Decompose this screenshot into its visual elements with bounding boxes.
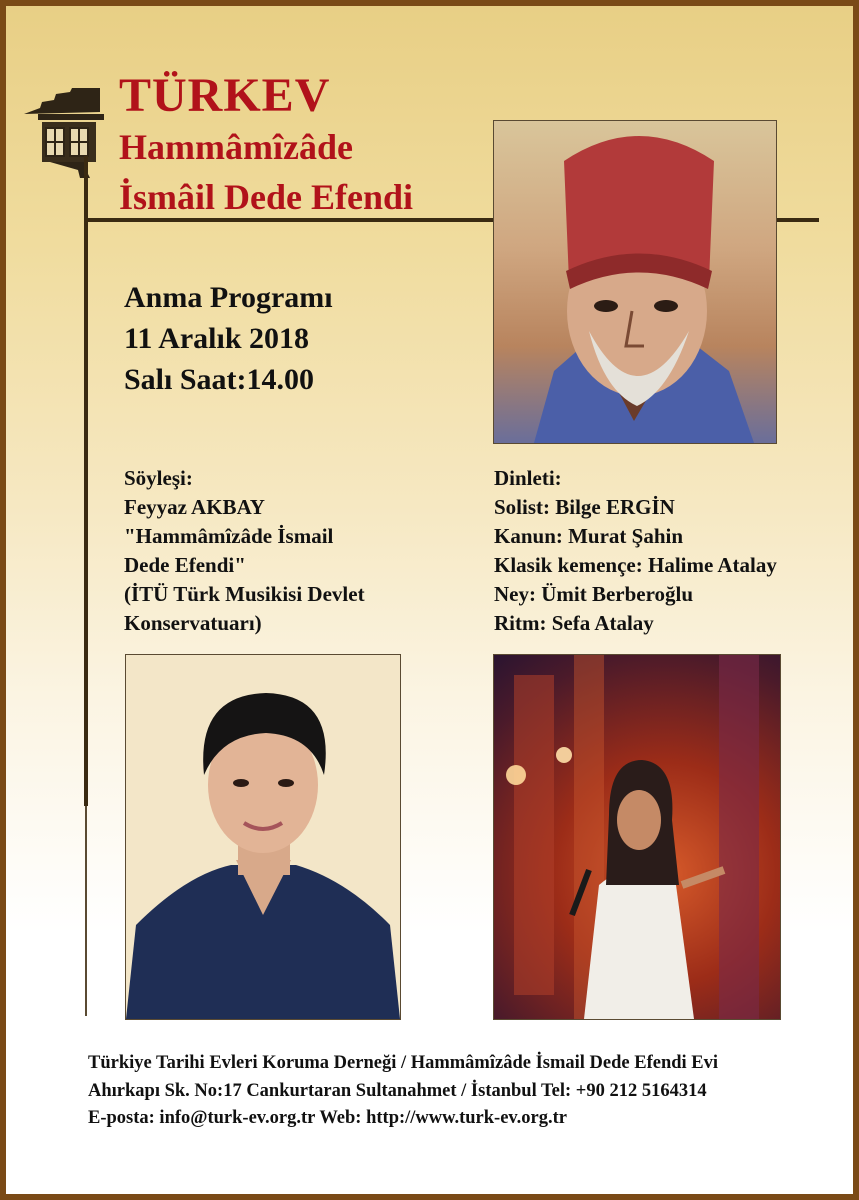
program-time: Salı Saat:14.00	[124, 363, 315, 396]
concert-section	[494, 464, 777, 638]
vertical-rule-lower	[85, 806, 87, 1016]
honoree-name-line1: Hammâmîzâde	[119, 127, 353, 167]
performer-soloist: Solist: Bilge ERGİN	[494, 495, 675, 519]
talk-heading: Söyleşi:	[124, 466, 193, 490]
program-date: 11 Aralık 2018	[124, 322, 310, 355]
talk-section	[124, 464, 365, 638]
footer-contact-line: E-posta: info@turk-ev.org.tr Web: http://www.turk-ev.org.tr	[88, 1108, 567, 1128]
talk-topic-line2: Dede Efendi"	[124, 553, 246, 577]
program-title: Anma Programı	[124, 281, 333, 314]
vertical-rule	[84, 156, 88, 806]
portrait-painting	[493, 120, 777, 444]
house-logo-icon	[20, 86, 104, 178]
concert-heading: Dinleti:	[494, 466, 562, 490]
honoree-name-line2: İsmâil Dede Efendi	[119, 177, 414, 217]
talk-speaker: Feyyaz AKBAY	[124, 495, 265, 519]
performer-ney: Ney: Ümit Berberoğlu	[494, 582, 694, 606]
soloist-photo	[493, 654, 781, 1020]
speaker-photo	[125, 654, 401, 1020]
org-title: TÜRKEV	[119, 69, 331, 122]
performer-kemence: Klasik kemençe: Halime Atalay	[494, 553, 777, 577]
talk-affiliation-line1: (İTÜ Türk Musikisi Devlet	[124, 582, 365, 606]
performer-ritm: Ritm: Sefa Atalay	[494, 611, 654, 635]
performer-kanun: Kanun: Murat Şahin	[494, 524, 684, 548]
footer-address-line1: Türkiye Tarihi Evleri Koruma Derneği / Hammâmîzâde İsmail Dede Efendi Evi	[88, 1053, 719, 1073]
talk-affiliation-line2: Konservatuarı)	[124, 611, 262, 635]
footer-address-line2: Ahırkapı Sk. No:17 Cankurtaran Sultanahmet / İstanbul Tel: +90 212 5164314	[88, 1081, 707, 1101]
talk-topic-line1: "Hammâmîzâde İsmail	[124, 524, 334, 548]
